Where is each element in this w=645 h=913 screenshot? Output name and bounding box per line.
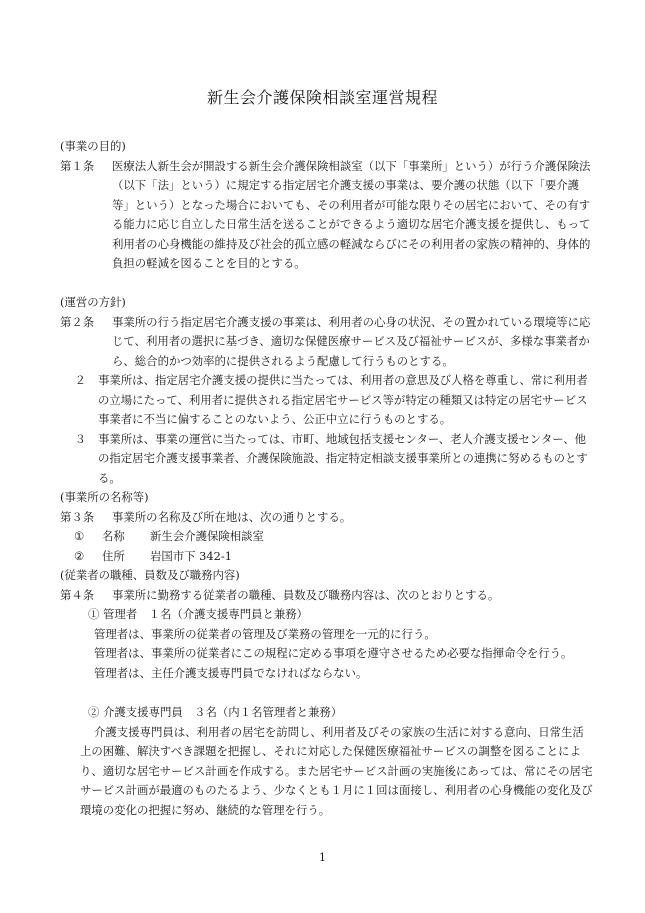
item-text: 事業所は、指定居宅介護支援の提供に当たっては、利用者の意思及び人格を尊重し、常に利用者の立場にたって、利用者に提供される指定居宅サービス等が特定の種類又は特定の居宅サービス事業者に不当に偏することのないよう、公正中立に行うものとする。 <box>98 373 588 426</box>
article-4 <box>60 566 595 683</box>
article-3 <box>60 488 595 566</box>
article-2-item <box>60 371 595 430</box>
article-2 <box>60 293 595 488</box>
article-3-heading: (事業所の名称等) <box>60 490 149 504</box>
article-1 <box>60 137 595 274</box>
manager-duty: 管理者は、事業所の従業者の管理及び業務の管理を一元的に行う。 <box>94 626 436 641</box>
office-name-value: 新生会介護保険相談室 <box>150 529 264 543</box>
care-manager-duty: 介護支援専門員は、利用者の居宅を訪問し、利用者及びその家族の生活に対する意向、日常生活上の困難、解決すべき課題を把握し、それに対応した保健医療福祉サービスの調整を図ることにより、適切な居宅サービス計画を作成する。また居宅サービス計画の実施後にあっては、常にその居宅サービス計画が最適のものたるよう、少なくとも１月に１回は面接し、利用者の心身機能の変化及び環境の変化の把握に努め、継続的な管理を行う。 <box>80 724 593 817</box>
item-number: ２ <box>74 373 86 387</box>
office-name-row <box>60 527 595 547</box>
care-manager-heading: ② 介護支援専門員 ３名（内１名管理者と兼務） <box>88 705 343 719</box>
article-1-text: 医療法人新生会が開設する新生会介護保険相談室（以下「事業所」という）が行う介護保険法（以下「法」という）に規定する指定居宅介護支援の事業は、要介護の状態（以下「要介護等」という）となった場合においても、その利用者が可能な限りその居宅において、その有する能力に応じ自立した日常生活を送ることができるよう適切な居宅介護支援を提供し、もって利用者の心身機能の維持及び社会的孤立感の軽減ならびにその利用者の家族の精神的、身体的負担の軽減を図ることを目的とする。 <box>112 158 591 270</box>
article-1-heading: (事業の目的) <box>60 139 126 153</box>
row-key: 名称 <box>102 529 125 543</box>
article-4-heading: (従業者の職種、員数及び職務内容) <box>60 568 240 582</box>
document-title: 新生会介護保険相談室運営規程 <box>206 88 438 107</box>
article-3-label: 第３条 <box>60 509 95 524</box>
page-number: 1 <box>319 851 326 864</box>
row-number: ① <box>74 529 85 543</box>
manager-heading: ① 管理者 １名（介護支援専門員と兼務） <box>88 607 309 621</box>
article-2-label: 第２条 <box>60 314 95 329</box>
article-1-label: 第１条 <box>60 158 95 173</box>
article-2-text: 事業所の行う指定居宅介護支援の事業は、利用者の心身の状況、その置かれている環境等に応じて、利用者の選択に基づき、適切な保健医療サービス及び福祉サービスが、多様な事業者から、総合的かつ効率的に提供されるよう配慮して行うものとする。 <box>112 314 591 368</box>
care-manager-block <box>60 703 595 820</box>
article-4-label: 第４条 <box>60 587 95 602</box>
office-address-value: 岩国市下 342-1 <box>150 548 233 563</box>
row-number: ② <box>74 548 85 563</box>
article-2-heading: (運営の方針) <box>60 295 126 309</box>
article-4-text: 事業所に勤務する従業者の職種、員数及び職務内容は、次のとおりとする。 <box>112 587 500 602</box>
item-text: 事業所は、事業の運営に当たっては、市町、地域包括支援センター、老人介護支援センター、他の指定居宅介護支援事業者、介護保険施設、指定特定相談支援事業所との連携に努めるものとする。 <box>98 431 588 485</box>
office-address-row <box>60 547 595 567</box>
row-key: 住所 <box>102 548 125 563</box>
manager-duty: 管理者は、事業所の従業者にこの規程に定める事項を遵守させるため必要な指揮命令を行う。 <box>94 646 573 660</box>
item-number: ３ <box>74 431 86 446</box>
article-2-item <box>60 430 595 489</box>
article-3-text: 事業所の名称及び所在地は、次の通りとする。 <box>112 509 352 524</box>
manager-duty: 管理者は、主任介護支援専門員でなければならない。 <box>94 665 368 680</box>
